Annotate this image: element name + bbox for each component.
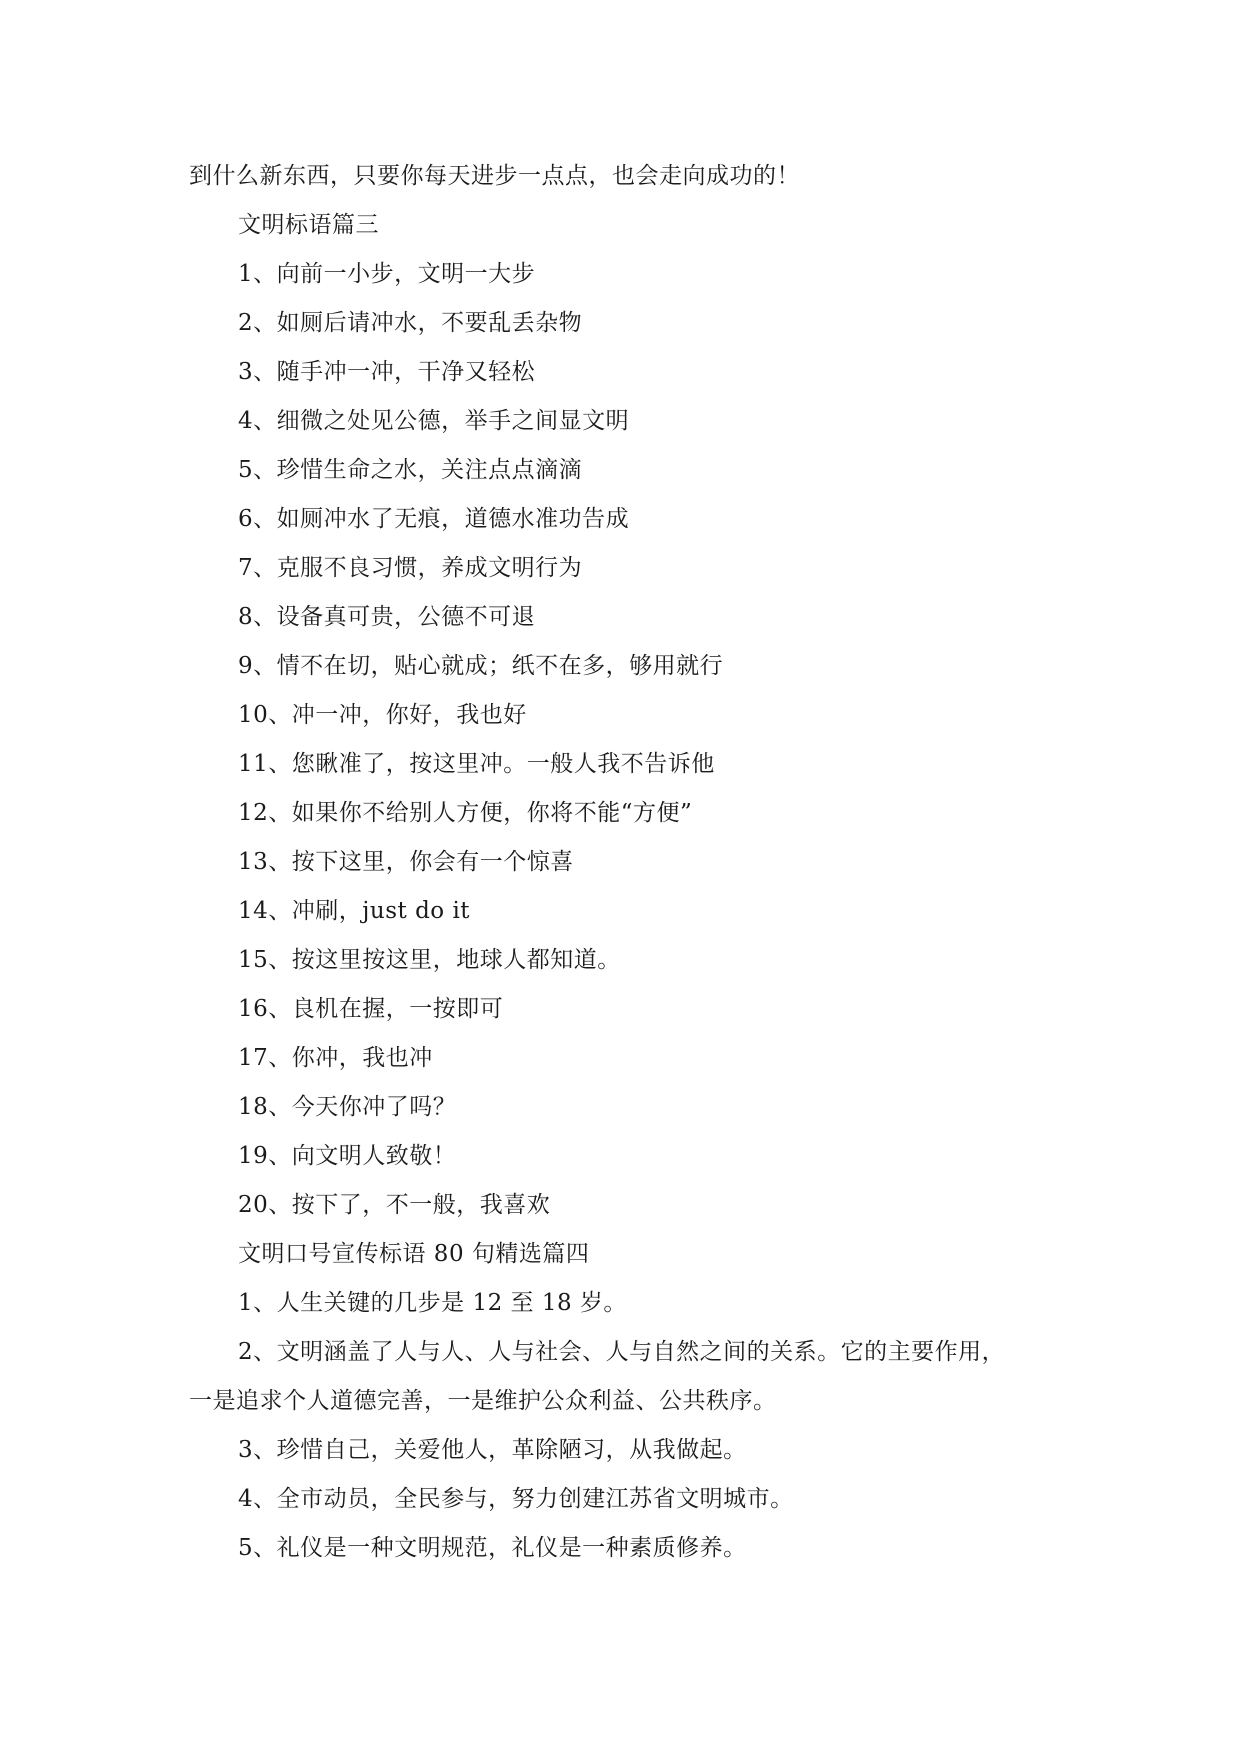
list-item: 18、今天你冲了吗？ — [238, 1094, 457, 1120]
list-item: 9、情不在切，贴心就成；纸不在多，够用就行 — [238, 653, 724, 679]
list-item: 4、细微之处见公德，举手之间显文明 — [238, 408, 630, 434]
list-item: 5、礼仪是一种文明规范，礼仪是一种素质修养。 — [238, 1535, 747, 1561]
text-line: 到什么新东西，只要你每天进步一点点，也会走向成功的！ — [189, 163, 800, 189]
list-item: 2、如厕后请冲水，不要乱丢杂物 — [238, 310, 583, 336]
list-item: 15、按这里按这里，地球人都知道。 — [238, 947, 621, 973]
list-item: 17、你冲，我也冲 — [238, 1045, 433, 1071]
list-item: 14、冲刷，just do it — [238, 898, 471, 924]
list-item: 12、如果你不给别人方便，你将不能“方便” — [238, 800, 693, 826]
list-item: 13、按下这里，你会有一个惊喜 — [238, 849, 574, 875]
list-item: 1、人生关键的几步是 12 至 18 岁。 — [238, 1290, 627, 1316]
list-item: 3、珍惜自己，关爱他人，革除陋习，从我做起。 — [238, 1437, 747, 1463]
list-item: 11、您瞅准了，按这里冲。一般人我不告诉他 — [238, 751, 715, 777]
section-heading: 文明口号宣传标语 80 句精选篇四 — [238, 1241, 590, 1267]
list-item: 10、冲一冲，你好，我也好 — [238, 702, 527, 728]
list-item: 6、如厕冲水了无痕，道德水准功告成 — [238, 506, 630, 532]
section-heading: 文明标语篇三 — [238, 212, 379, 238]
list-item: 2、文明涵盖了人与人、人与社会、人与自然之间的关系。它的主要作用， — [238, 1339, 1006, 1365]
list-item: 4、全市动员，全民参与，努力创建江苏省文明城市。 — [238, 1486, 794, 1512]
list-item: 5、珍惜生命之水，关注点点滴滴 — [238, 457, 583, 483]
list-item: 3、随手冲一冲，干净又轻松 — [238, 359, 536, 385]
list-item-continuation: 一是追求个人道德完善，一是维护公众利益、公共秩序。 — [189, 1388, 777, 1414]
list-item: 19、向文明人致敬！ — [238, 1143, 457, 1169]
list-item: 16、良机在握，一按即可 — [238, 996, 504, 1022]
list-item: 8、设备真可贵，公德不可退 — [238, 604, 536, 630]
list-item: 20、按下了，不一般，我喜欢 — [238, 1192, 551, 1218]
list-item: 1、向前一小步，文明一大步 — [238, 261, 536, 287]
list-item: 7、克服不良习惯，养成文明行为 — [238, 555, 583, 581]
